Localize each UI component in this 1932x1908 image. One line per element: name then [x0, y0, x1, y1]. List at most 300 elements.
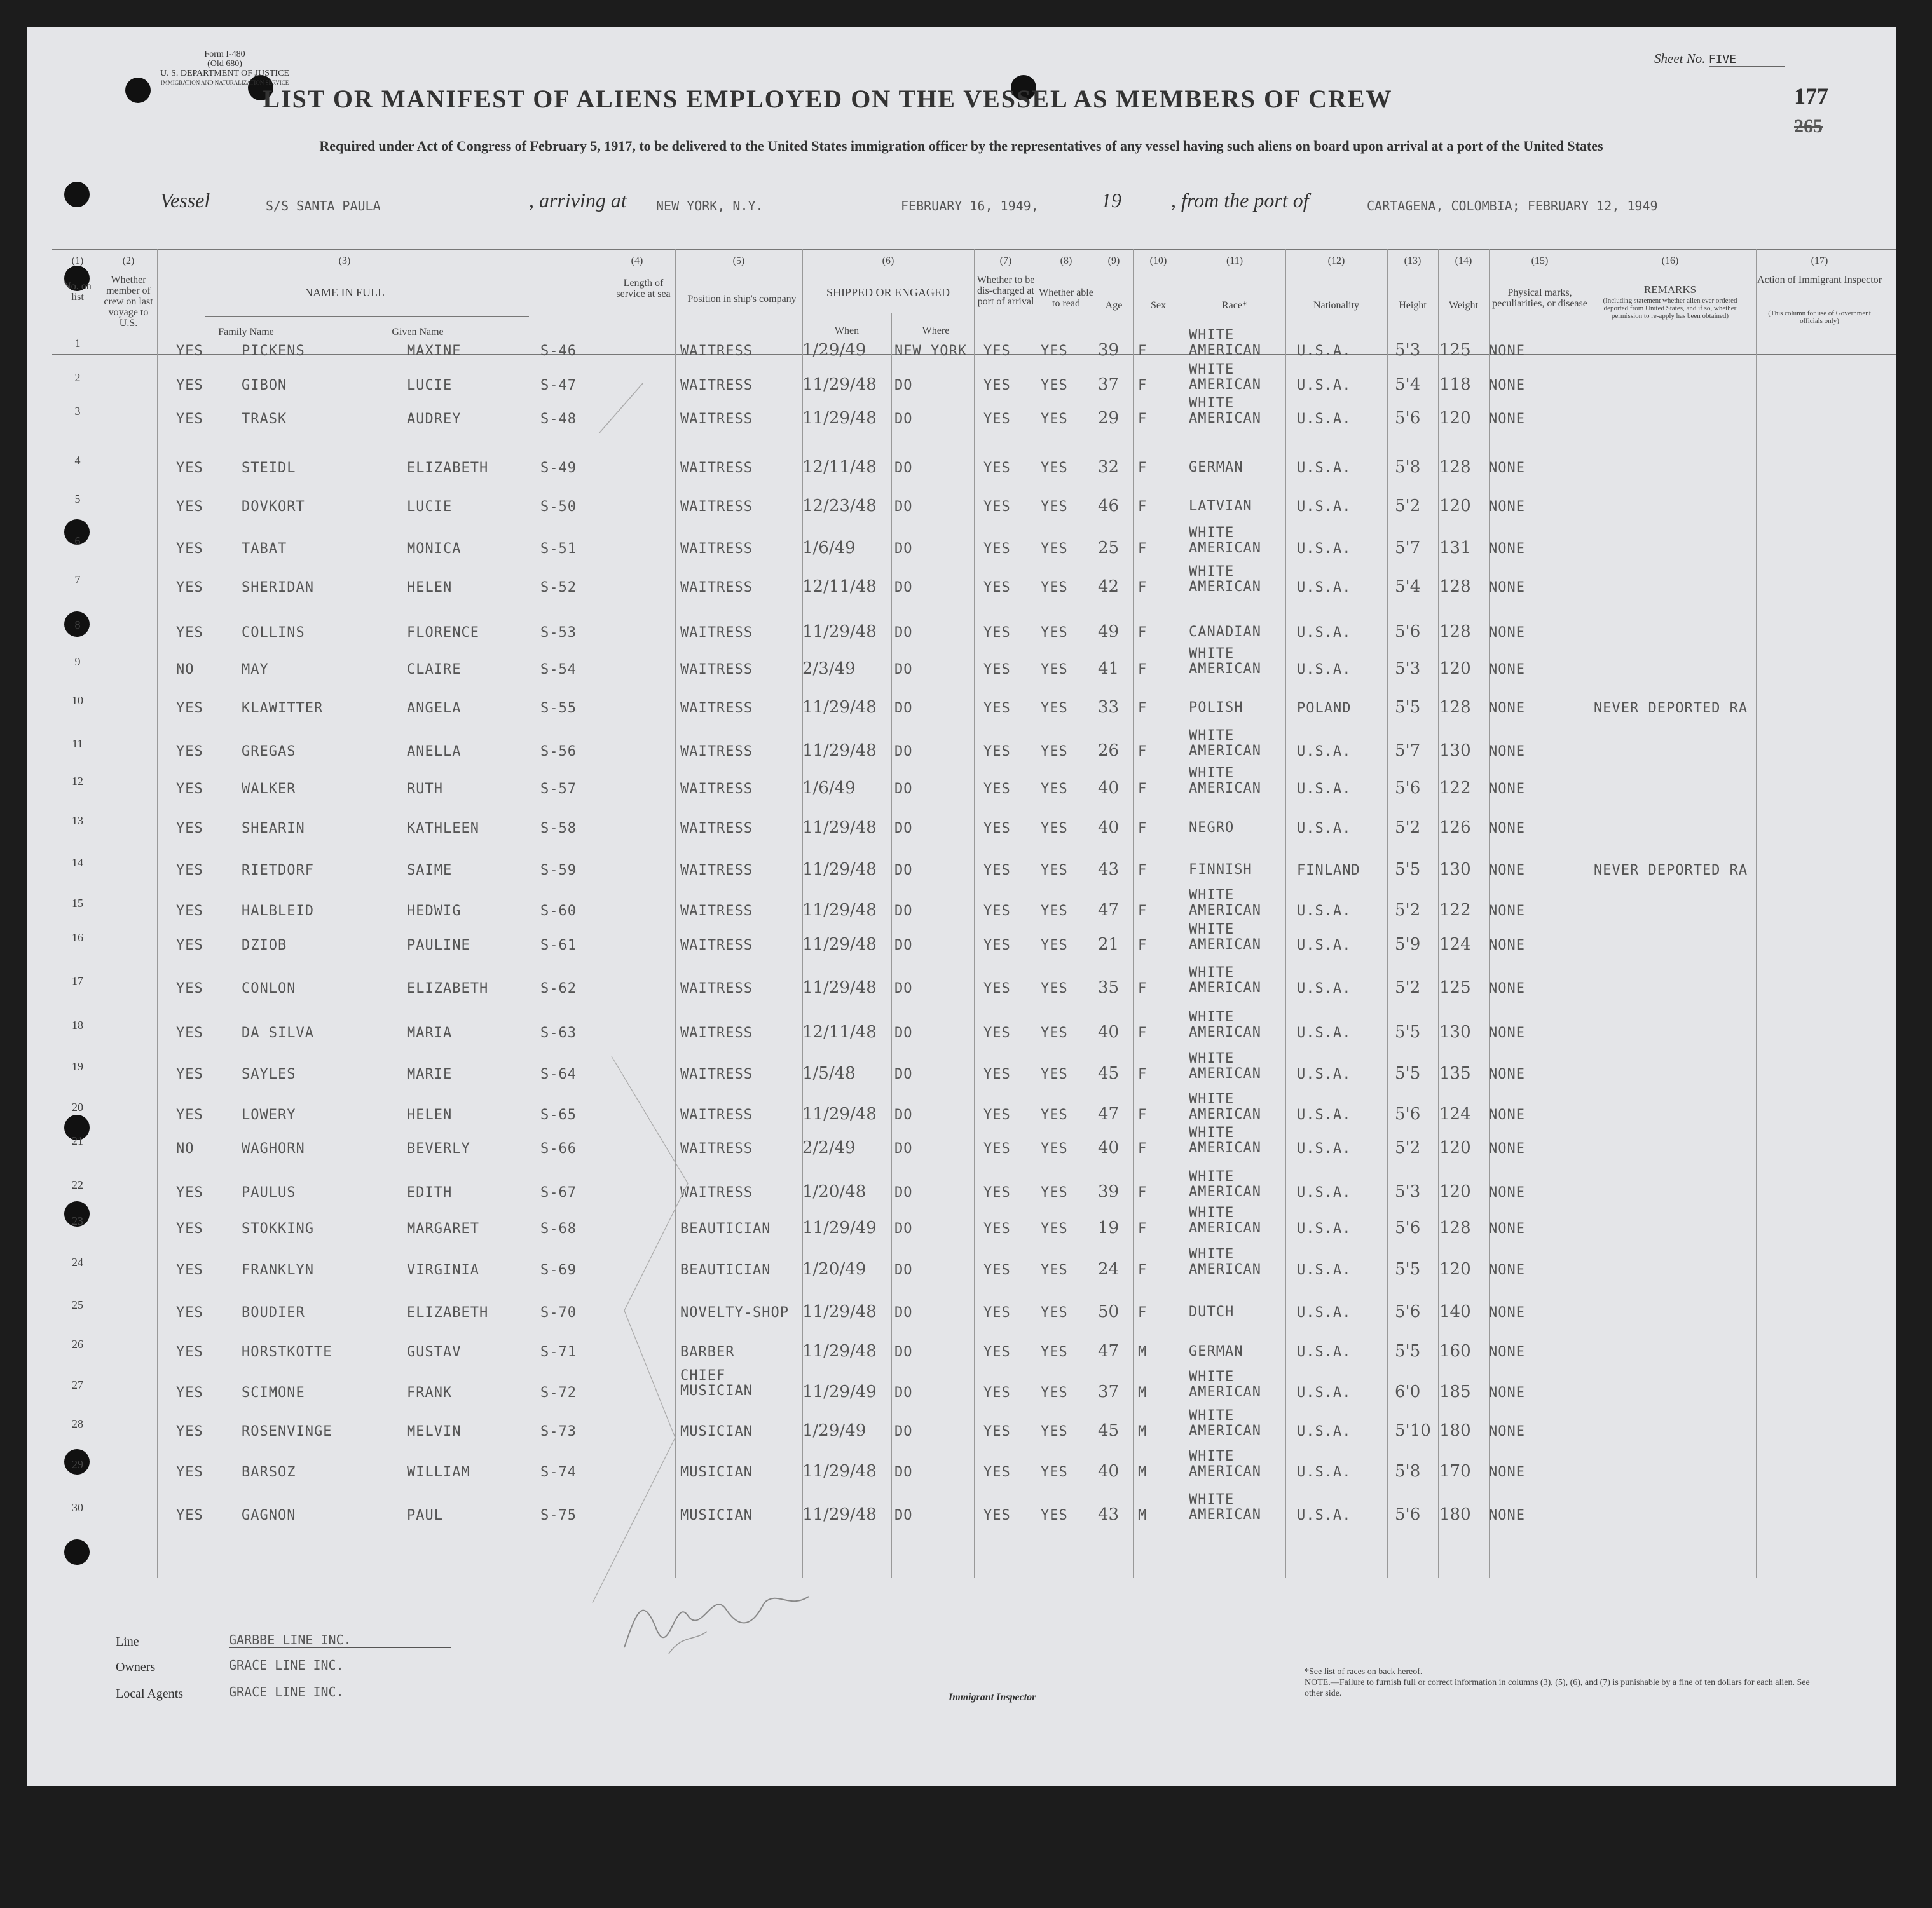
- last-voyage-cell: YES: [176, 625, 203, 641]
- sex-cell: F: [1138, 580, 1148, 596]
- discharged-cell: YES: [983, 411, 1011, 427]
- weight-cell: 128: [1439, 577, 1471, 596]
- weight-cell: 120: [1439, 496, 1471, 515]
- sex-cell: M: [1138, 1464, 1148, 1480]
- col-14-number: (14): [1455, 256, 1472, 266]
- weight-cell: 118: [1439, 375, 1471, 394]
- position-cell: WAITRESS: [680, 411, 753, 427]
- given-name-cell: SAIME: [407, 862, 453, 878]
- race-cell: [1189, 1206, 1261, 1236]
- col-5-number: (5): [732, 256, 745, 266]
- physical-marks-cell: NONE: [1489, 1185, 1525, 1201]
- race-cell: [1189, 888, 1261, 918]
- row-number: 12: [72, 775, 83, 787]
- last-voyage-cell: YES: [176, 1025, 203, 1041]
- nationality-cell: U.S.A.: [1297, 580, 1352, 596]
- age-cell: 45: [1098, 1421, 1120, 1440]
- position-cell: MUSICIAN: [680, 1508, 753, 1523]
- nationality-cell: U.S.A.: [1297, 1464, 1352, 1480]
- physical-marks-cell: NONE: [1489, 937, 1525, 953]
- race-cell: [1189, 700, 1243, 716]
- form-service: IMMIGRATION AND NATURALIZATION SERVICE: [160, 79, 289, 86]
- physical-marks-cell: NONE: [1489, 662, 1525, 678]
- col-16-subheader: (Including statement whether alien ever ordered deported from United States, and if so, whether permission to re-apply has been obtained): [1603, 297, 1737, 320]
- given-name-cell: KATHLEEN: [407, 821, 479, 836]
- discharged-cell: YES: [983, 700, 1011, 716]
- able-to-read-cell: YES: [1041, 862, 1068, 878]
- form-department: U. S. DEPARTMENT OF JUSTICE: [160, 69, 289, 78]
- race-cell: [1189, 1169, 1261, 1200]
- last-voyage-cell: NO: [176, 1141, 195, 1157]
- agents-label: Local Agents: [116, 1687, 184, 1701]
- sheet-label: Sheet No.: [1654, 51, 1706, 66]
- family-name-cell: KLAWITTER: [242, 700, 324, 716]
- position-cell: WAITRESS: [680, 541, 753, 557]
- race-line: AMERICAN: [1189, 1107, 1261, 1122]
- nationality-cell: U.S.A.: [1297, 1305, 1352, 1321]
- shipped-where-cell: DO: [894, 1385, 913, 1401]
- document-subtitle: Required under Act of Congress of February 5, 1917, to be delivered to the United States immigration officer by the representatives of any vessel having such aliens on board upon arrival at a port of the United States: [319, 138, 1603, 154]
- physical-marks-cell: NONE: [1489, 1141, 1525, 1157]
- last-voyage-cell: YES: [176, 460, 203, 476]
- family-name-cell: BOUDIER: [242, 1305, 305, 1321]
- shipped-where-cell: DO: [894, 1025, 913, 1041]
- family-name-cell: RIETDORF: [242, 862, 314, 878]
- punch-hole: [64, 182, 90, 207]
- nationality-cell: U.S.A.: [1297, 781, 1352, 797]
- race-line: NEGRO: [1189, 820, 1235, 836]
- crew-code-cell: S-75: [540, 1508, 577, 1523]
- race-line: AMERICAN: [1189, 1220, 1261, 1236]
- last-voyage-cell: YES: [176, 411, 203, 427]
- able-to-read-cell: YES: [1041, 781, 1068, 797]
- nationality-cell: POLAND: [1297, 700, 1352, 716]
- row-number: 20: [72, 1101, 83, 1114]
- crew-code-cell: S-68: [540, 1221, 577, 1237]
- last-voyage-cell: YES: [176, 700, 203, 716]
- position-cell: WAITRESS: [680, 460, 753, 476]
- family-name-cell: MAY: [242, 662, 269, 678]
- age-cell: 43: [1098, 860, 1120, 879]
- height-cell: 5'6: [1395, 1105, 1421, 1124]
- given-name-cell: MELVIN: [407, 1424, 462, 1440]
- height-cell: 5'3: [1395, 1182, 1421, 1201]
- family-name-cell: WALKER: [242, 781, 296, 797]
- last-voyage-cell: YES: [176, 903, 203, 919]
- age-cell: 29: [1098, 409, 1120, 428]
- weight-cell: 180: [1439, 1421, 1471, 1440]
- given-name-cell: MONICA: [407, 541, 462, 557]
- race-line: GERMAN: [1189, 460, 1243, 475]
- position-cell: BEAUTICIAN: [680, 1221, 771, 1237]
- shipped-where-cell: DO: [894, 781, 913, 797]
- shipped-when-cell: 1/29/49: [802, 341, 867, 360]
- crew-code-cell: S-73: [540, 1424, 577, 1440]
- line-label: Line: [116, 1635, 139, 1649]
- col-15-header: Physical marks, peculiarities, or disease: [1492, 287, 1587, 309]
- race-line: DUTCH: [1189, 1304, 1235, 1320]
- weight-cell: 128: [1439, 622, 1471, 641]
- age-cell: 37: [1098, 1382, 1120, 1401]
- given-name-cell: GUSTAV: [407, 1344, 462, 1360]
- given-name-cell: EDITH: [407, 1185, 453, 1201]
- shipped-where-cell: DO: [894, 580, 913, 596]
- discharged-cell: YES: [983, 1141, 1011, 1157]
- able-to-read-cell: YES: [1041, 981, 1068, 997]
- sex-cell: M: [1138, 1508, 1148, 1523]
- row-number: 17: [72, 974, 83, 987]
- weight-cell: 120: [1439, 1182, 1471, 1201]
- col-10-header: Sex: [1151, 300, 1166, 311]
- nationality-cell: U.S.A.: [1297, 662, 1352, 678]
- physical-marks-cell: NONE: [1489, 541, 1525, 557]
- given-name-cell: HELEN: [407, 1107, 453, 1123]
- race-line: GERMAN: [1189, 1344, 1243, 1359]
- nationality-cell: U.S.A.: [1297, 1385, 1352, 1401]
- nationality-cell: U.S.A.: [1297, 1221, 1352, 1237]
- row-number: 23: [72, 1215, 83, 1227]
- shipped-where-cell: DO: [894, 1066, 913, 1082]
- race-cell: [1189, 328, 1261, 358]
- race-cell: [1189, 646, 1261, 677]
- physical-marks-cell: NONE: [1489, 903, 1525, 919]
- physical-marks-cell: NONE: [1489, 1508, 1525, 1523]
- crew-table: [64, 249, 1896, 1597]
- able-to-read-cell: YES: [1041, 744, 1068, 760]
- nationality-cell: U.S.A.: [1297, 625, 1352, 641]
- race-cell: [1189, 1449, 1261, 1480]
- height-cell: 5'3: [1395, 341, 1421, 360]
- sex-cell: F: [1138, 781, 1148, 797]
- family-name-cell: DZIOB: [242, 937, 287, 953]
- race-line: WHITE: [1189, 1492, 1235, 1508]
- weight-cell: 128: [1439, 458, 1471, 477]
- col-17-header: Action of Immigrant Inspector: [1757, 275, 1882, 285]
- arriving-label: , arriving at: [529, 189, 627, 212]
- given-name-cell: FRANK: [407, 1385, 453, 1401]
- race-line: WHITE: [1189, 564, 1235, 580]
- race-cell: [1189, 728, 1261, 759]
- race-line: WHITE: [1189, 327, 1235, 343]
- shipped-where-cell: DO: [894, 1424, 913, 1440]
- given-name-cell: LUCIE: [407, 499, 453, 515]
- shipped-where-cell: DO: [894, 700, 913, 716]
- row-number: 22: [72, 1178, 83, 1191]
- sex-cell: F: [1138, 1066, 1148, 1082]
- nationality-cell: U.S.A.: [1297, 343, 1352, 359]
- shipped-when-cell: 11/29/48: [802, 1462, 877, 1481]
- given-name-cell: MARIE: [407, 1066, 453, 1082]
- from-port: CARTAGENA, COLOMBIA; FEBRUARY 12, 1949: [1367, 198, 1658, 214]
- age-cell: 46: [1098, 496, 1120, 515]
- race-line: WHITE: [1189, 395, 1235, 411]
- discharged-cell: YES: [983, 580, 1011, 596]
- row-number: 7: [74, 573, 81, 586]
- shipped-where-cell: DO: [894, 937, 913, 953]
- discharged-cell: YES: [983, 1025, 1011, 1041]
- col-9-header: Age: [1105, 300, 1123, 311]
- race-line: AMERICAN: [1189, 1464, 1261, 1480]
- race-line: WHITE: [1189, 728, 1235, 744]
- able-to-read-cell: YES: [1041, 700, 1068, 716]
- family-name-cell: LOWERY: [242, 1107, 296, 1123]
- position-cell: WAITRESS: [680, 744, 753, 760]
- last-voyage-cell: YES: [176, 1262, 203, 1278]
- family-name-cell: DOVKORT: [242, 499, 305, 515]
- position-cell: WAITRESS: [680, 1066, 753, 1082]
- discharged-cell: YES: [983, 1185, 1011, 1201]
- discharged-cell: YES: [983, 981, 1011, 997]
- able-to-read-cell: YES: [1041, 625, 1068, 641]
- nationality-cell: U.S.A.: [1297, 460, 1352, 476]
- given-name-cell: ELIZABETH: [407, 1305, 489, 1321]
- weight-cell: 130: [1439, 1023, 1471, 1042]
- crew-code-cell: S-57: [540, 781, 577, 797]
- height-cell: 5'2: [1395, 496, 1421, 515]
- nationality-cell: U.S.A.: [1297, 378, 1352, 393]
- weight-cell: 122: [1439, 779, 1471, 798]
- height-cell: 5'2: [1395, 1138, 1421, 1157]
- race-cell: [1189, 1492, 1261, 1523]
- shipped-when-cell: 11/29/48: [802, 935, 877, 954]
- owners-value: GRACE LINE INC.: [229, 1658, 451, 1673]
- discharged-cell: YES: [983, 378, 1011, 393]
- age-cell: 39: [1098, 341, 1120, 360]
- able-to-read-cell: YES: [1041, 1344, 1068, 1360]
- row-number: 30: [72, 1501, 83, 1514]
- race-line: AMERICAN: [1189, 1262, 1261, 1278]
- discharged-cell: YES: [983, 862, 1011, 878]
- family-name-cell: PICKENS: [242, 343, 305, 359]
- shipped-when-cell: 2/3/49: [802, 659, 856, 678]
- race-line: CANADIAN: [1189, 624, 1261, 640]
- able-to-read-cell: YES: [1041, 903, 1068, 919]
- position-cell: WAITRESS: [680, 981, 753, 997]
- race-line: AMERICAN: [1189, 1025, 1261, 1040]
- row-number: 19: [72, 1060, 83, 1073]
- sex-cell: F: [1138, 343, 1148, 359]
- family-name-cell: GAGNON: [242, 1508, 296, 1523]
- row-number: 6: [74, 535, 81, 547]
- sex-cell: F: [1138, 1221, 1148, 1237]
- last-voyage-cell: YES: [176, 862, 203, 878]
- weight-cell: 125: [1439, 978, 1471, 997]
- given-name-cell: HEDWIG: [407, 903, 462, 919]
- given-name-cell: VIRGINIA: [407, 1262, 479, 1278]
- sex-cell: M: [1138, 1424, 1148, 1440]
- col-7-number: (7): [999, 256, 1012, 266]
- page-number-struck: 265: [1794, 116, 1823, 137]
- height-cell: 5'3: [1395, 659, 1421, 678]
- family-name-cell: SHERIDAN: [242, 580, 314, 596]
- nationality-cell: U.S.A.: [1297, 411, 1352, 427]
- family-name-cell: PAULUS: [242, 1185, 296, 1201]
- footnote-races: *See list of races on back hereof.: [1305, 1667, 1423, 1677]
- col-1-header: No. on list: [64, 281, 92, 303]
- race-cell: [1189, 1305, 1234, 1320]
- position-cell: WAITRESS: [680, 1141, 753, 1157]
- weight-cell: 120: [1439, 659, 1471, 678]
- race-line: WHITE: [1189, 887, 1235, 903]
- weight-cell: 130: [1439, 860, 1471, 879]
- weight-cell: 120: [1439, 1260, 1471, 1279]
- sex-cell: F: [1138, 625, 1148, 641]
- row-number: 18: [72, 1019, 83, 1032]
- shipped-when-cell: 11/29/48: [802, 698, 877, 717]
- position-cell: NOVELTY-SHOP: [680, 1305, 789, 1321]
- physical-marks-cell: NONE: [1489, 862, 1525, 878]
- age-cell: 25: [1098, 538, 1120, 557]
- shipped-when-cell: 1/6/49: [802, 538, 856, 557]
- given-name-cell: ELIZABETH: [407, 460, 489, 476]
- position-cell: WAITRESS: [680, 625, 753, 641]
- weight-cell: 170: [1439, 1462, 1471, 1481]
- shipped-when-cell: 12/23/48: [802, 496, 877, 515]
- crew-code-cell: S-55: [540, 700, 577, 716]
- sex-cell: F: [1138, 981, 1148, 997]
- family-name-cell: WAGHORN: [242, 1141, 305, 1157]
- last-voyage-cell: YES: [176, 1464, 203, 1480]
- race-cell: [1189, 922, 1261, 953]
- row-number: 10: [72, 694, 83, 707]
- nationality-cell: U.S.A.: [1297, 1025, 1352, 1041]
- discharged-cell: YES: [983, 460, 1011, 476]
- discharged-cell: YES: [983, 903, 1011, 919]
- shipped-when-cell: 11/29/48: [802, 978, 877, 997]
- last-voyage-cell: YES: [176, 821, 203, 836]
- physical-marks-cell: NONE: [1489, 625, 1525, 641]
- race-line: FINNISH: [1189, 862, 1252, 878]
- last-voyage-cell: YES: [176, 1344, 203, 1360]
- race-line: WHITE: [1189, 1125, 1235, 1141]
- race-line: WHITE: [1189, 1009, 1235, 1025]
- last-voyage-cell: YES: [176, 378, 203, 393]
- agents-value: GRACE LINE INC.: [229, 1684, 451, 1700]
- shipped-when-cell: 11/29/48: [802, 1302, 877, 1321]
- height-cell: 5'5: [1395, 1260, 1421, 1279]
- crew-code-cell: S-66: [540, 1141, 577, 1157]
- sheet-number: [1654, 51, 1785, 67]
- height-cell: 5'5: [1395, 1023, 1421, 1042]
- position-cell: MUSICIAN: [680, 1424, 753, 1440]
- sex-cell: F: [1138, 937, 1148, 953]
- punch-hole: [64, 1539, 90, 1565]
- age-cell: 49: [1098, 622, 1120, 641]
- crew-code-cell: S-60: [540, 903, 577, 919]
- able-to-read-cell: YES: [1041, 1385, 1068, 1401]
- shipped-when-cell: 12/11/48: [802, 458, 877, 477]
- race-line: WHITE: [1189, 1051, 1235, 1066]
- col-1-number: (1): [71, 256, 84, 266]
- shipped-where-cell: NEW YORK: [894, 343, 967, 359]
- crew-code-cell: S-49: [540, 460, 577, 476]
- age-cell: 40: [1098, 818, 1120, 837]
- weight-cell: 126: [1439, 818, 1471, 837]
- race-line: AMERICAN: [1189, 377, 1261, 393]
- weight-cell: 128: [1439, 1218, 1471, 1237]
- race-cell: [1189, 862, 1252, 878]
- row-number: 8: [74, 618, 81, 631]
- col-14-header: Weight: [1449, 300, 1478, 311]
- sex-cell: F: [1138, 1305, 1148, 1321]
- able-to-read-cell: YES: [1041, 1185, 1068, 1201]
- shipped-when-cell: 12/11/48: [802, 577, 877, 596]
- race-line: POLISH: [1189, 700, 1243, 716]
- crew-code-cell: S-59: [540, 862, 577, 878]
- shipped-when-cell: 11/29/49: [802, 1218, 877, 1237]
- sex-cell: F: [1138, 862, 1148, 878]
- crew-code-cell: S-46: [540, 343, 577, 359]
- year-label: 19: [1101, 189, 1121, 212]
- col-12-header: Nationality: [1313, 300, 1359, 311]
- given-name-cell: MAXINE: [407, 343, 462, 359]
- able-to-read-cell: YES: [1041, 1305, 1068, 1321]
- given-name-cell: BEVERLY: [407, 1141, 470, 1157]
- shipped-when-cell: 11/29/48: [802, 741, 877, 760]
- crew-code-cell: S-71: [540, 1344, 577, 1360]
- nationality-cell: U.S.A.: [1297, 541, 1352, 557]
- nationality-cell: U.S.A.: [1297, 744, 1352, 760]
- given-name-cell: LUCIE: [407, 378, 453, 393]
- crew-code-cell: S-64: [540, 1066, 577, 1082]
- position-cell: WAITRESS: [680, 781, 753, 797]
- race-cell: [1189, 362, 1261, 393]
- crew-code-cell: S-62: [540, 981, 577, 997]
- family-name-cell: HORSTKOTTE: [242, 1344, 332, 1360]
- race-line: WHITE: [1189, 1369, 1235, 1385]
- weight-cell: 128: [1439, 698, 1471, 717]
- sex-cell: F: [1138, 662, 1148, 678]
- race-cell: [1189, 1051, 1261, 1082]
- crew-code-cell: S-53: [540, 625, 577, 641]
- age-cell: 19: [1098, 1218, 1120, 1237]
- race-line: AMERICAN: [1189, 1066, 1261, 1082]
- race-cell: [1189, 965, 1261, 996]
- race-cell: [1189, 1010, 1261, 1040]
- weight-cell: 120: [1439, 1138, 1471, 1157]
- race-line: WHITE: [1189, 362, 1235, 378]
- position-cell: WAITRESS: [680, 1107, 753, 1123]
- physical-marks-cell: NONE: [1489, 1464, 1525, 1480]
- position-cell: WAITRESS: [680, 662, 753, 678]
- position-cell: WAITRESS: [680, 821, 753, 836]
- family-name-cell: GIBON: [242, 378, 287, 393]
- race-line: AMERICAN: [1189, 1140, 1261, 1156]
- age-cell: 37: [1098, 375, 1120, 394]
- discharged-cell: YES: [983, 1424, 1011, 1440]
- footnote: [1305, 1666, 1826, 1699]
- crew-code-cell: S-67: [540, 1185, 577, 1201]
- given-name-cell: CLAIRE: [407, 662, 462, 678]
- family-name-cell: GREGAS: [242, 744, 296, 760]
- able-to-read-cell: YES: [1041, 937, 1068, 953]
- arriving-port: NEW YORK, N.Y.: [656, 198, 764, 214]
- last-voyage-cell: NO: [176, 662, 195, 678]
- height-cell: 5'2: [1395, 818, 1421, 837]
- age-cell: 43: [1098, 1505, 1120, 1524]
- race-line: AMERICAN: [1189, 1507, 1261, 1523]
- arrival-date: FEBRUARY 16, 1949,: [901, 198, 1039, 214]
- height-cell: 5'6: [1395, 1505, 1421, 1524]
- col-9-number: (9): [1107, 256, 1120, 266]
- shipped-where-cell: DO: [894, 499, 913, 515]
- race-line: AMERICAN: [1189, 1184, 1261, 1200]
- nationality-cell: U.S.A.: [1297, 1141, 1352, 1157]
- col-4-header: Length of service at sea: [616, 278, 671, 299]
- discharged-cell: YES: [983, 1221, 1011, 1237]
- age-cell: 42: [1098, 577, 1120, 596]
- crew-code-cell: S-61: [540, 937, 577, 953]
